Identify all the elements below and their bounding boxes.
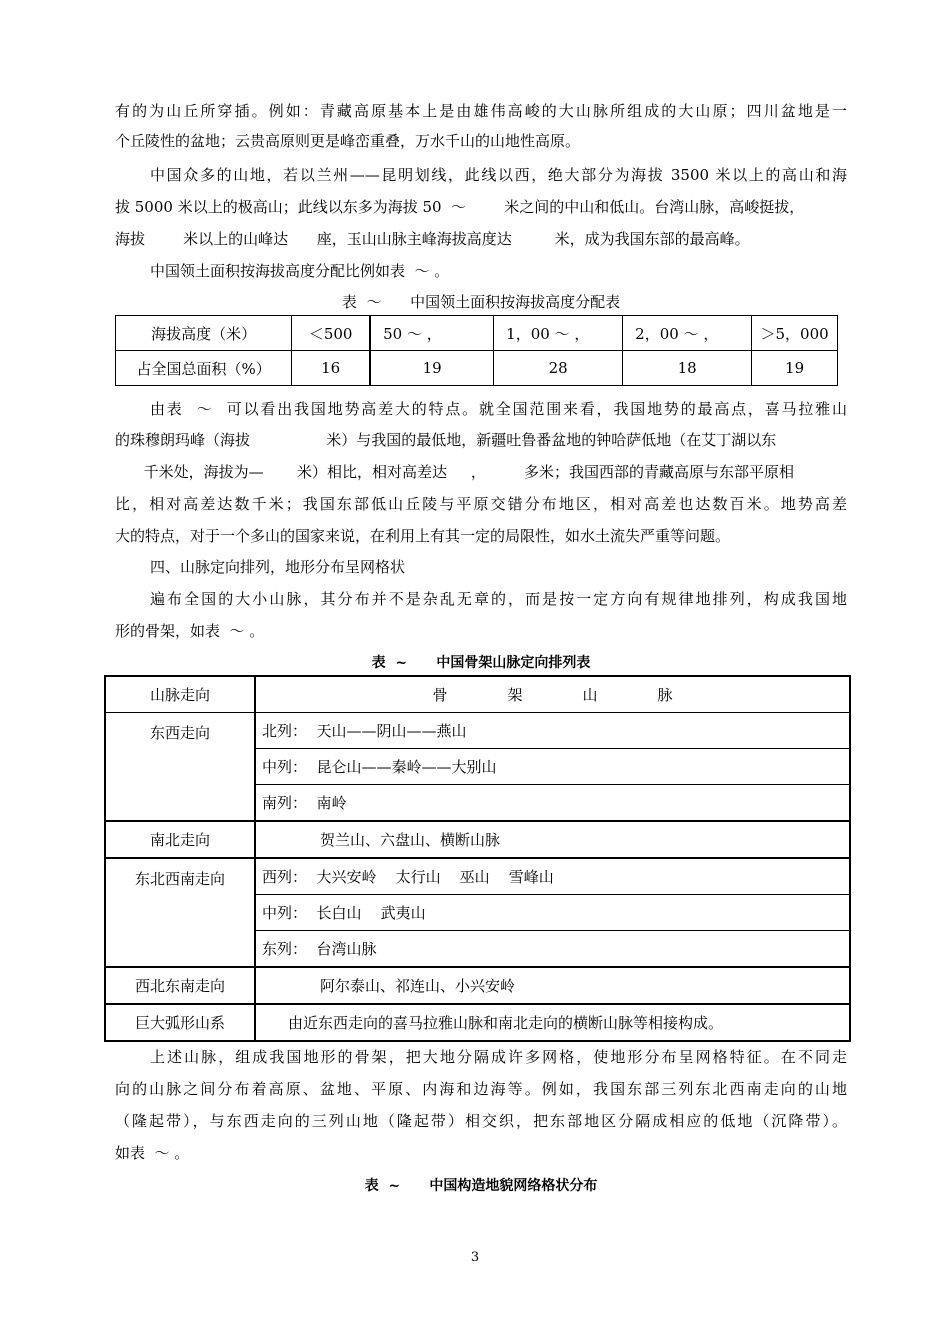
table-cell: 阿尔泰山、祁连山、小兴安岭 (255, 967, 850, 1004)
table-cell: 贺兰山、六盘山、横断山脉 (255, 821, 850, 858)
table-cell: 2，00 ～ ， (623, 316, 752, 351)
table3-caption: 表 ~ 中国构造地貌网络格状分布 (364, 1178, 598, 1194)
mountain-orientation-table (104, 675, 851, 1042)
paragraph-line: （隆起带），与东西走向的三列山地（隆起带）相交织，把东部地区分隔成相应的低地（沉降带）。 (115, 1112, 847, 1130)
paragraph-line: 比，相对高差达数千米；我国东部低山丘陵与平原交错分布地区，相对高差也达数百米。地势高差 (115, 495, 847, 513)
header-char: 脉 (657, 686, 673, 704)
table-cell: 28 (494, 351, 623, 386)
table-cell: 东北西南走向 (105, 858, 255, 967)
paragraph-line: 如表 ～ 。 (115, 1144, 190, 1162)
table-row (116, 316, 838, 351)
table-row (105, 676, 850, 713)
paragraph-line: 遍布全国的大小山脉，其分布并不是杂乱无章的，而是按一定方向有规律地排列，构成我国地 (150, 590, 847, 608)
paragraph-line: 向的山脉之间分布着高原、盆地、平原、内海和边海等。例如，我国东部三列东北西南走向的山地 (115, 1080, 847, 1098)
table-cell: 16 (292, 351, 370, 386)
table-cell: 19 (370, 351, 494, 386)
table-cell: 占全国总面积（%） (116, 351, 292, 386)
header-char: 山 (582, 686, 598, 704)
table-header-cell (255, 676, 850, 713)
table-cell: 巨大弧形山系 (105, 1004, 255, 1041)
table-row (116, 351, 838, 386)
table-cell: 南北走向 (105, 821, 255, 858)
table-row (105, 967, 850, 1004)
table-cell: 北列： 天山——阴山——燕山 (255, 713, 850, 749)
paragraph-line: 上述山脉，组成我国地形的骨架，把大地分隔成许多网格，使地形分布呈网格特征。在不同走 (150, 1048, 847, 1066)
paragraph-line: 有的为山丘所穿插。例如：青藏高原基本上是由雄伟高峻的大山脉所组成的大山原；四川盆地是一 (115, 102, 847, 120)
header-char: 骨 (432, 686, 448, 704)
table-cell: 50 ～ ， (370, 316, 494, 351)
paragraph-line: 中国众多的山地，若以兰州——昆明划线，此线以西，绝大部分为海拔 3500 米以上的高山和海 (150, 166, 847, 184)
paragraph-line: 个丘陵性的盆地；云贵高原则更是峰峦重叠，万水千山的山地性高原。 (115, 132, 581, 150)
table-row (105, 713, 850, 749)
paragraph-line: 的珠穆朗玛峰（海拔 米）与我国的最低地，新疆吐鲁番盆地的钟哈萨低地（在艾丁湖以东 (115, 431, 777, 449)
section-heading: 四、山脉定向排列，地形分布呈网格状 (150, 558, 406, 576)
table-cell: 西北东南走向 (105, 967, 255, 1004)
table1-caption: 表 ～ 中国领土面积按海拔高度分配表 (341, 293, 621, 311)
paragraph-line: 拔 5000 米以上的极高山；此线以东多为海拔 50 ～ 米之间的中山和低山。台湾山脉，高峻挺拔， (115, 198, 805, 216)
table-cell: 18 (623, 351, 752, 386)
table-cell: 南列： 南岭 (255, 785, 850, 822)
table-header-cell: 山脉走向 (105, 676, 255, 713)
table-row (105, 1004, 850, 1041)
table-cell: 中列： 昆仑山——秦岭——大别山 (255, 749, 850, 785)
table-cell: 19 (752, 351, 838, 386)
paragraph-line: 海拔 米以上的山峰达 座，玉山山脉主峰海拔高度达 米，成为我国东部的最高峰。 (115, 230, 750, 248)
elevation-area-table (115, 315, 838, 386)
page-number: 3 (470, 1250, 480, 1265)
table-cell: 西列： 大兴安岭 太行山 巫山 雪峰山 (255, 858, 850, 895)
paragraph-line: 由表 ～ 可以看出我国地势高差大的特点。就全国范围来看，我国地势的最高点，喜马拉雅山 (150, 400, 847, 418)
header-char: 架 (507, 686, 523, 704)
table-cell: 东西走向 (105, 713, 255, 822)
table-cell: 1，00 ～ ， (494, 316, 623, 351)
table-cell: 东列： 台湾山脉 (255, 931, 850, 968)
table-row (105, 821, 850, 858)
table-row (105, 858, 850, 895)
table2-caption: 表 ~ 中国骨架山脉定向排列表 (371, 655, 591, 671)
paragraph-line: 形的骨架，如表 ～ 。 (115, 622, 265, 640)
table-cell: 中列： 长白山 武夷山 (255, 895, 850, 931)
paragraph-line: 中国领土面积按海拔高度分配比例如表 ～ 。 (150, 262, 450, 280)
table-cell: 由近东西走向的喜马拉雅山脉和南北走向的横断山脉等相接构成。 (255, 1004, 850, 1041)
paragraph-line: 大的特点，对于一个多山的国家来说，在利用上有其一定的局限性，如水土流失严重等问题。 (115, 527, 731, 545)
table-cell: 海拔高度（米） (116, 316, 292, 351)
paragraph-line: 千米处，海拔为— 米）相比，相对高差达 ， 多米；我国西部的青藏高原与东部平原相 (115, 463, 794, 481)
table-cell: ＞5，000 (752, 316, 838, 351)
table-cell: ＜500 (292, 316, 370, 351)
